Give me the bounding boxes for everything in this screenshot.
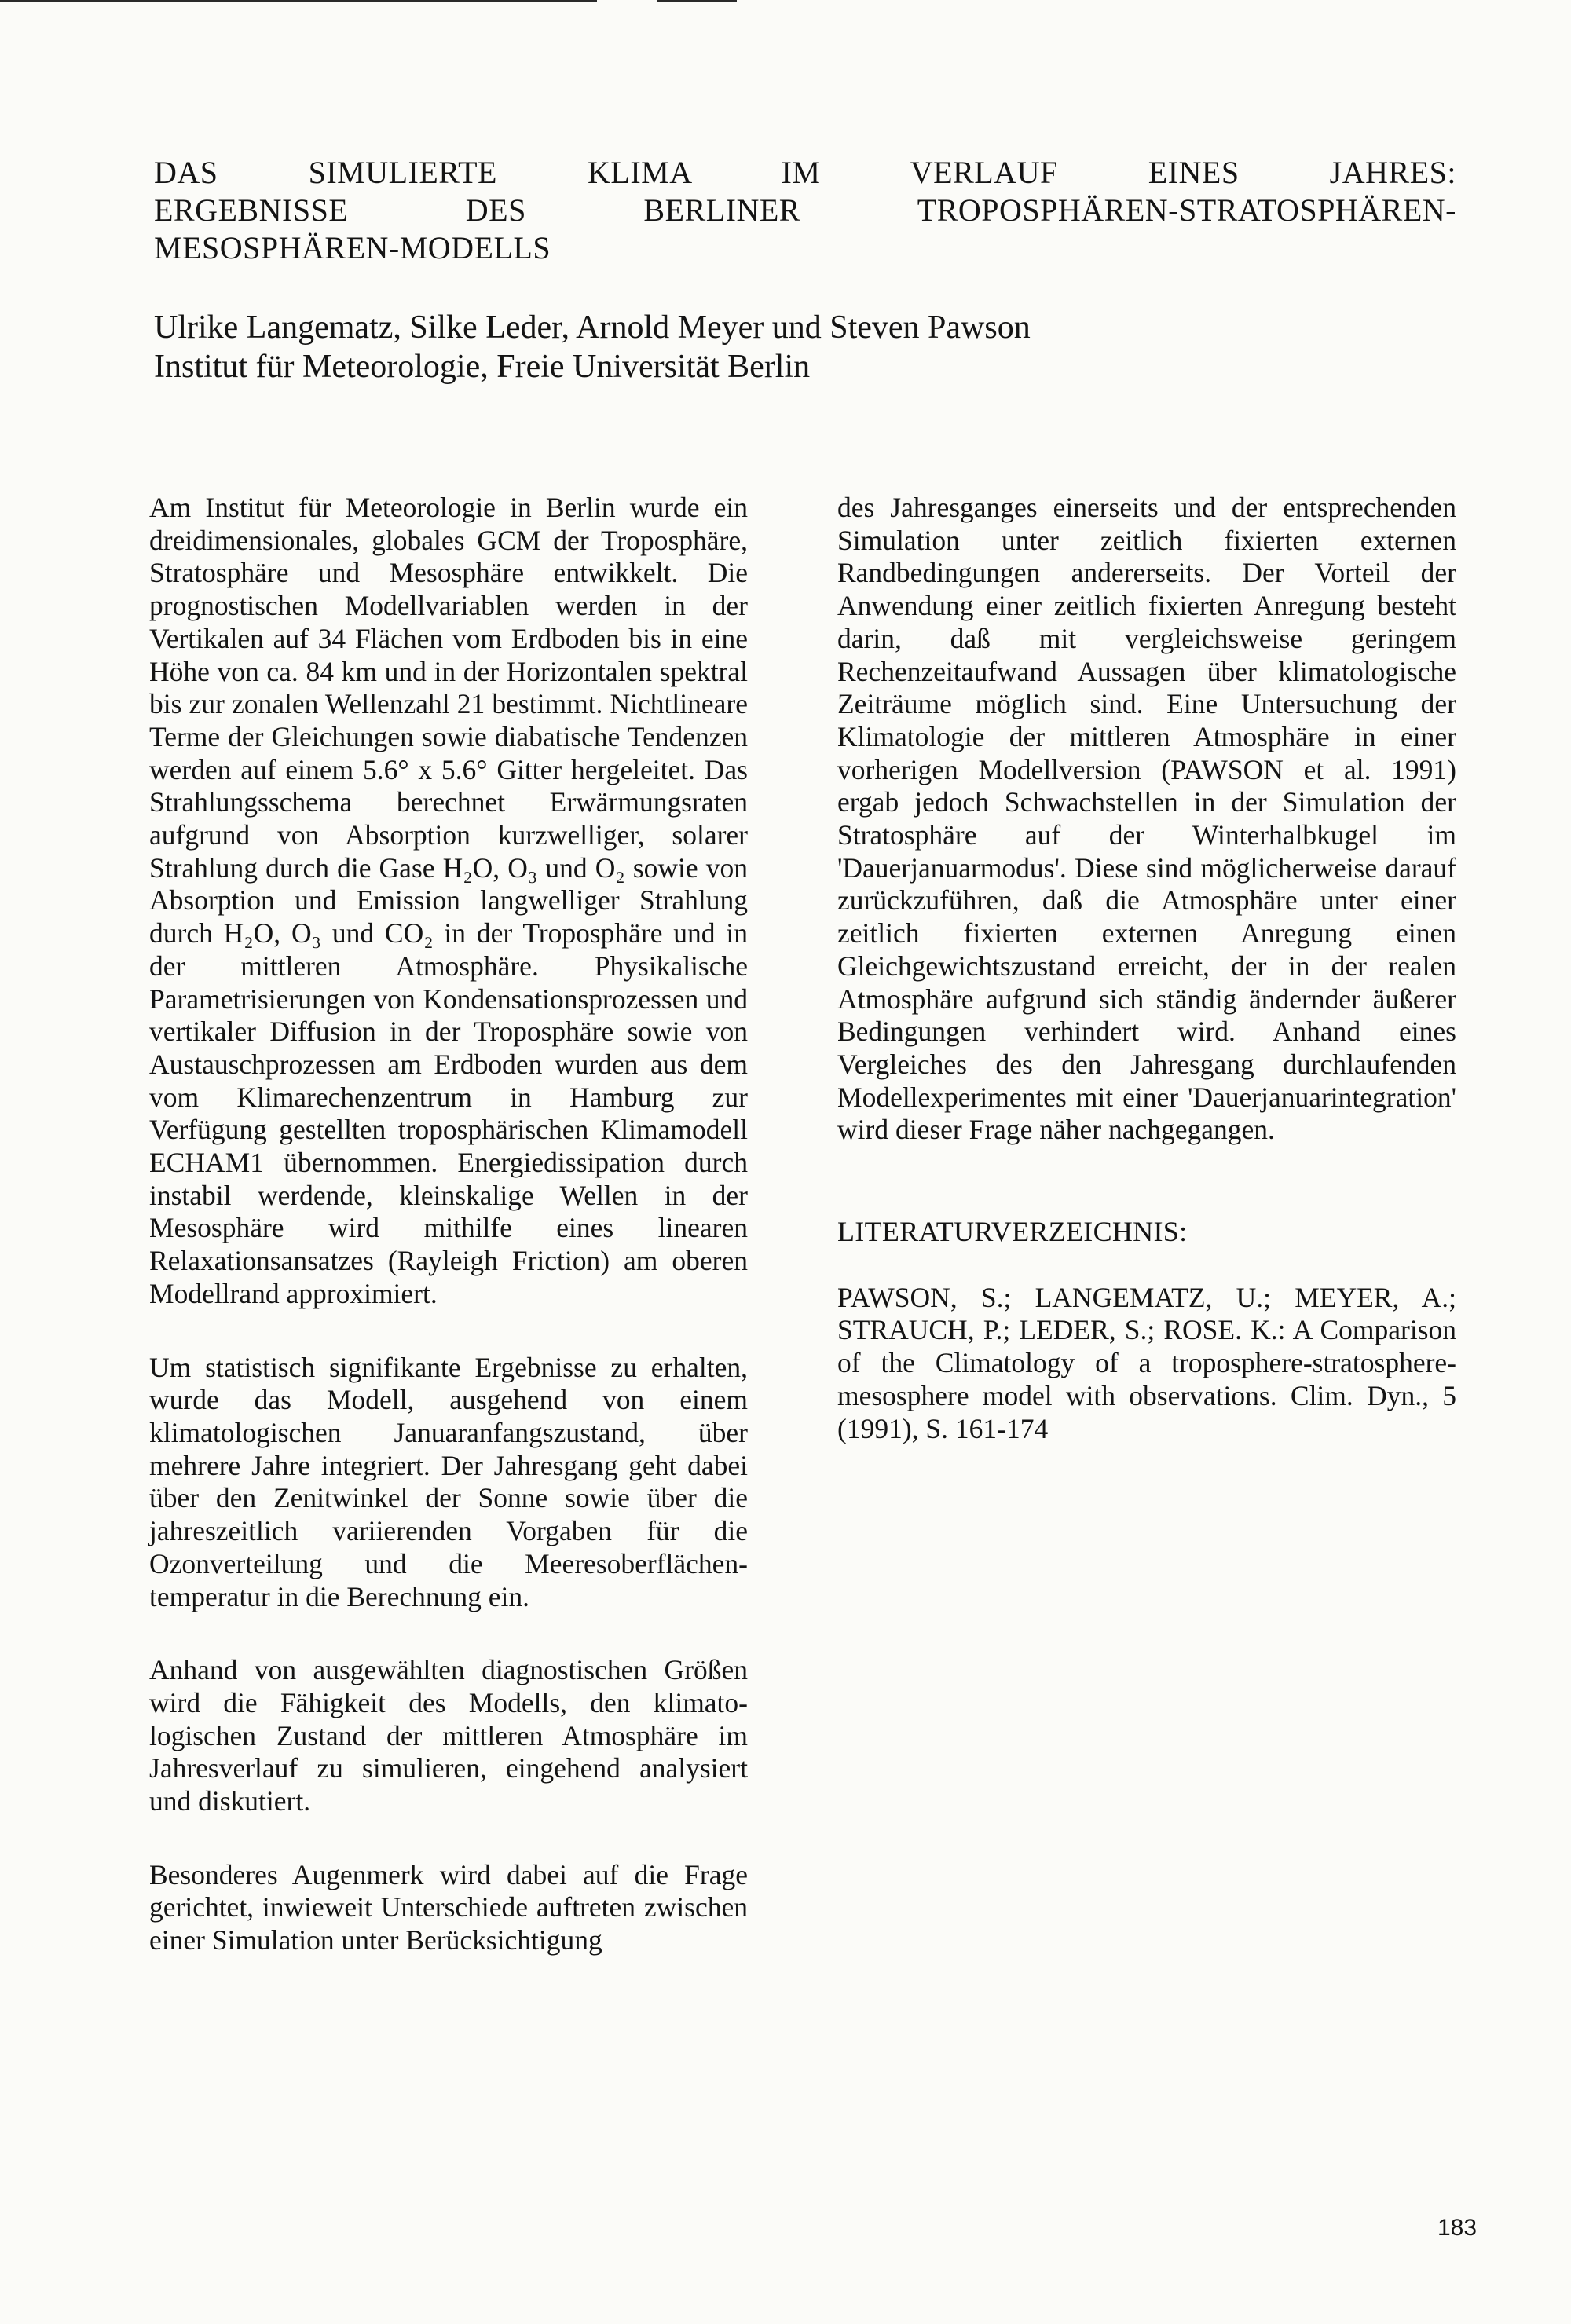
body-paragraph: Besonderes Augenmerk wird dabei auf die Frage gerichtet, inwieweit Unterschiede auftreten zwischen einer Simulation unter Berücksichtigung bbox=[149, 1858, 748, 1956]
body-paragraph: Anhand von ausgewählten diagnostischen Größen wird die Fähigkeit des Modells, den klimatologischen Zustand der mittleren Atmosphäre im Jahresverlauf zu simulieren, eingehend analysiert und diskutiert. bbox=[149, 1654, 748, 1817]
paper-title bbox=[154, 154, 1456, 267]
right-column bbox=[837, 492, 1456, 1486]
body-paragraph: des Jahresganges einerseits und der entsprechenden Simulation unter zeitlich fixierten externen Randbedingungen andererseits. Der Vorteil der Anwendung einer zeitlich fixierten Anregung besteht darin, daß mit vergleichsweise geringem Rechenzeitaufwand Aussagen über klimatologische Zeiträume möglich sind. Eine Untersuchung der Klimatologie der mittleren Atmosphäre in einer vorherigen Modellversion (PAWSON et al. 1991) ergab jedoch Schwachstellen in der Simulation der Stratosphäre auf der Winterhalbkugel im 'Dauerjanuarmodus'. Diese sind möglicherweise darauf zurückzuführen, daß die Atmosphäre unter einer zeitlich fixierten externen Anregung einen Gleichgewichtszustand erreicht, der in der realen Atmosphäre aufgrund sich ständig ändernder äußerer Bedingungen verhindert wird. Anhand eines Vergleiches des den Jahresgang durchlaufenden Modellexperimentes mit einer 'Dauerjanuarintegration' wird dieser Frage näher nachgegangen. bbox=[837, 492, 1456, 1146]
literature-heading: LITERATURVERZEICHNIS: bbox=[837, 1216, 1188, 1248]
scan-artifact-line bbox=[0, 0, 597, 2]
body-paragraph: Um statistisch signifikante Ergebnisse zu erhalten, wurde das Modell, ausgehend von einem klimatologischen Januaranfangszustand, über mehrere Jahre integriert. Der Jahresgang geht dabei über den Zenitwinkel der Sonne sowie über die jahreszeitlich variierenden Vorgaben für die Ozonverteilung und die Meeresoberflächentemperatur in die Berechnung ein. bbox=[149, 1351, 748, 1612]
title-line-1: DAS SIMULIERTE KLIMA IM VERLAUF EINES JAHRES: bbox=[154, 155, 1456, 190]
page-number: 183 bbox=[1437, 2215, 1478, 2241]
left-column bbox=[149, 492, 748, 1998]
author-block bbox=[154, 308, 1332, 386]
reference-entry: PAWSON, S.; LANGEMATZ, U.; MEYER, A.; STRAUCH, P.; LEDER, S.; ROSE. K.: A Comparison of the Climatology of a troposphere-stratosphere-mesosphere model with observations. Clim. Dyn., 5 (1991), S. 161-174 bbox=[837, 1281, 1456, 1444]
body-paragraph: Am Institut für Meteorologie in Berlin wurde ein dreidimensionales, globales GCM der Troposphäre, Stratosphäre und Mesosphäre entwikkelt. Die prognostischen Modellvariablen werden in der Vertikalen auf 34 Flächen vom Erdboden bis in eine Höhe von ca. 84 km und in der Horizontalen spektral bis zur zonalen Wellenzahl 21 bestimmt. Nichtlineare Terme der Gleichungen sowie diabatische Tendenzen werden auf einem 5.6° x 5.6° Gitter hergeleitet. Das Strahlungsschema berechnet Erwärmungsraten aufgrund von Absorption kurzwelliger, solarer Strahlung durch die Gase H₂O, O₃ und O₂ sowie von Absorption und Emission langwelliger Strahlung durch H₂O, O₃ und CO₂ in der Troposphäre und in der mittleren Atmosphäre. Physikalische Parametrisierungen von Kondensationsprozessen und vertikaler Diffusion in der Troposphäre sowie von Austauschprozessen am Erdboden wurden aus dem vom Klimarechenzentrum in Hamburg zur Verfügung gestellten troposphärischen Klimamodell ECHAM1 übernommen. Energiedissipation durch instabil werdende, kleinskalige Wellen in der Mesosphäre wird mithilfe eines linearen Relaxationsansatzes (Rayleigh Friction) am oberen Modellrand approximiert. bbox=[149, 492, 748, 1309]
author-affiliation: Institut für Meteorologie, Freie Universität Berlin bbox=[154, 349, 811, 385]
author-names: Ulrike Langematz, Silke Leder, Arnold Meyer und Steven Pawson bbox=[154, 309, 1031, 346]
title-line-2: ERGEBNISSE DES BERLINER TROPOSPHÄREN-STRATOSPHÄREN- bbox=[154, 192, 1456, 228]
title-line-3: MESOSPHÄREN-MODELLS bbox=[154, 230, 551, 265]
scan-artifact-line bbox=[657, 0, 737, 2]
